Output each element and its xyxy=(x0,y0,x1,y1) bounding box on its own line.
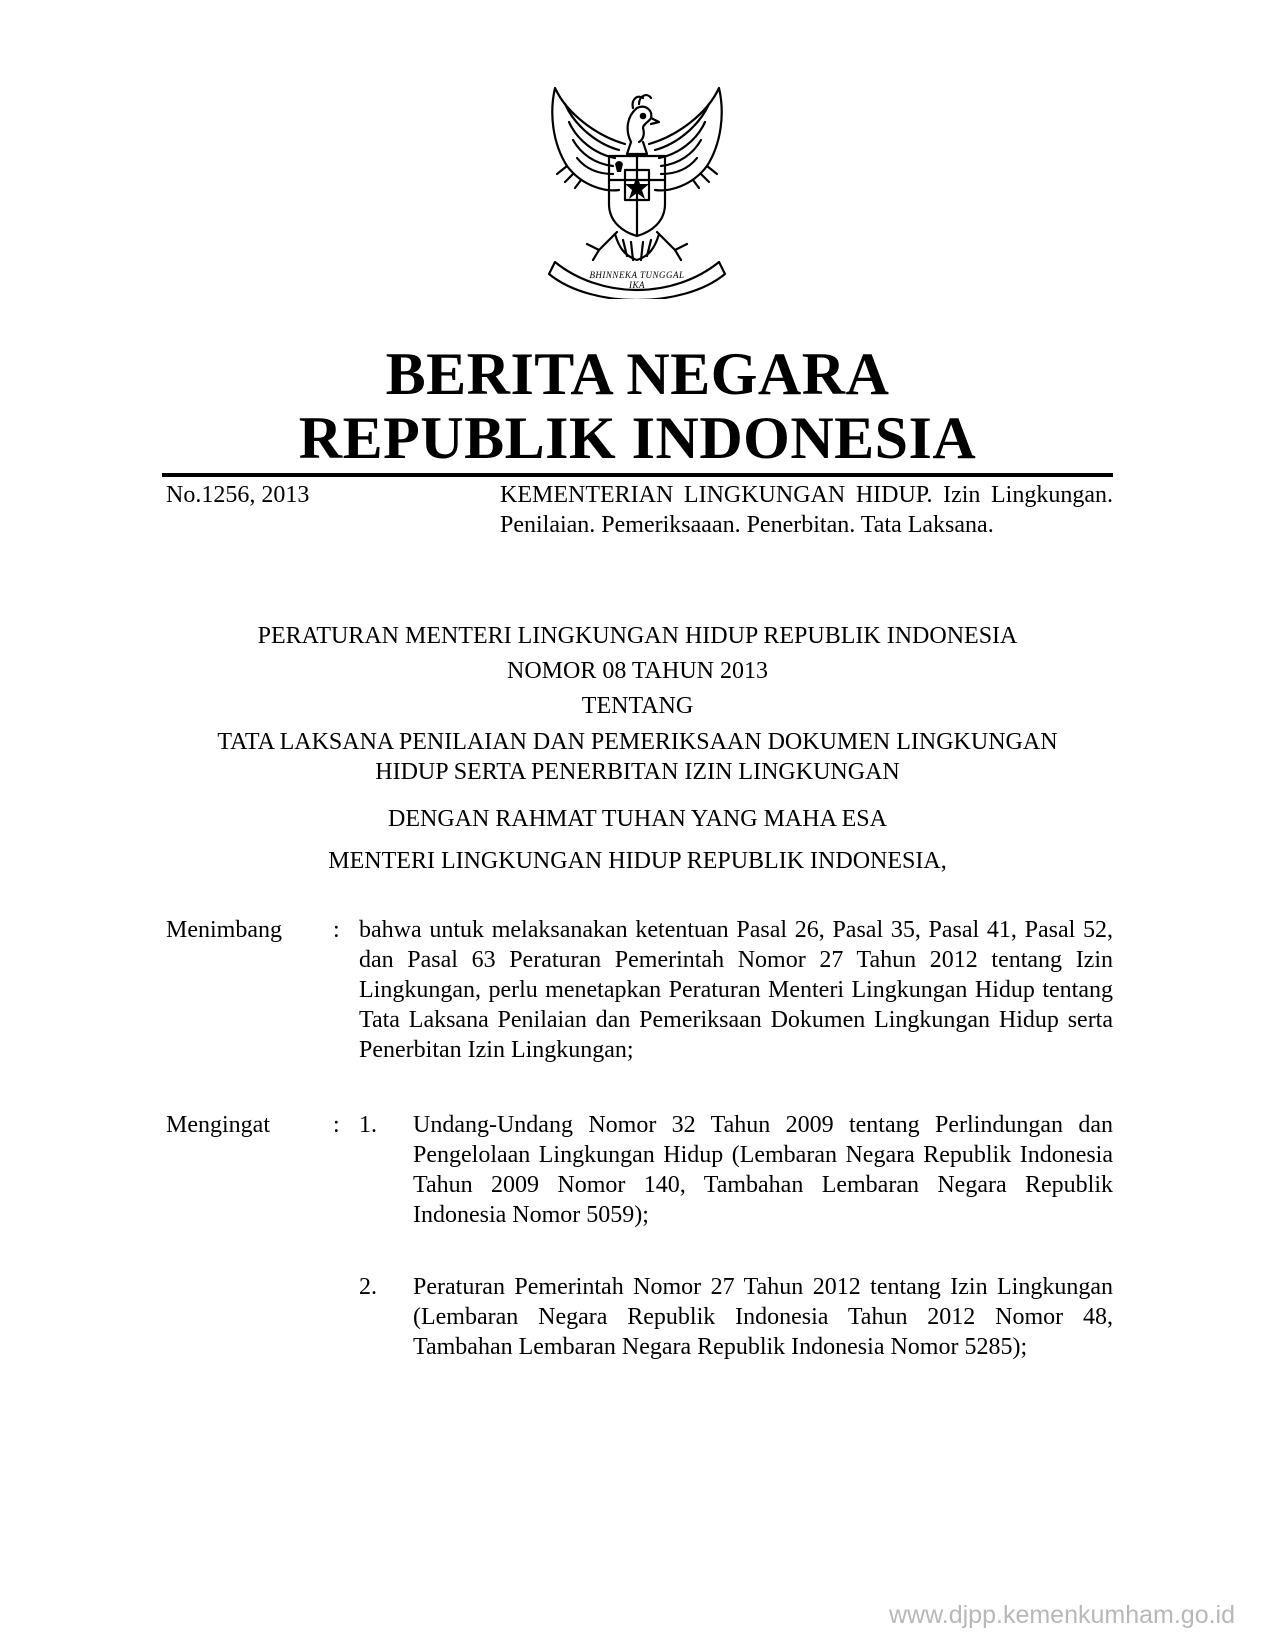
regulation-issuer: MENTERI LINGKUNGAN HIDUP REPUBLIK INDONESIA, xyxy=(328,848,947,874)
emblem-graphic xyxy=(527,84,747,299)
emblem-motto: BHINNEKA TUNGGAL IKA xyxy=(589,270,685,290)
regulation-number: NOMOR 08 TAHUN 2013 xyxy=(507,658,768,684)
mengingat-colon: : xyxy=(333,1112,340,1138)
mengingat-item-1-text: Undang-Undang Nomor 32 Tahun 2009 tentang Perlindungan dan Pengelolaan Lingkungan Hidup (Lembaran Negara Republik Indonesia Tahun 2009 Nomor 140, Tambahan Lembaran Negara Republik Indonesia Nomor 5059); xyxy=(413,1112,1113,1228)
footer-url: www.djpp.kemenkumham.go.id xyxy=(889,1601,1235,1629)
menimbang-text: bahwa untuk melaksanakan ketentuan Pasal 26, Pasal 35, Pasal 41, Pasal 52, dan Pasal 63 Peraturan Pemerintah Nomor 27 Tahun 2012 tentang Izin Lingkungan, perlu menetapkan Peraturan Menteri Lingkungan Hidup tentang Tata Laksana Penilaian dan Pemeriksaan Dokumen Lingkungan Hidup serta Penerbitan Izin Lingkungan; xyxy=(359,917,1113,1063)
publication-description: KEMENTERIAN LINGKUNGAN HIDUP. Izin Lingkungan. Penilaian. Pemeriksaaan. Penerbitan. Tata Laksana. xyxy=(500,482,1113,538)
masthead-line-2: REPUBLIK INDONESIA xyxy=(298,405,977,471)
mengingat-item-1-number: 1. xyxy=(359,1112,377,1138)
mengingat-item-2-text: Peraturan Pemerintah Nomor 27 Tahun 2012 tentang Izin Lingkungan (Lembaran Negara Republik Indonesia Tahun 2012 Nomor 48, Tambahan Lembaran Negara Republik Indonesia Nomor 5285); xyxy=(413,1274,1113,1360)
mengingat-label: Mengingat xyxy=(166,1112,270,1138)
mengingat-item-2-number: 2. xyxy=(359,1274,377,1300)
masthead-rule xyxy=(162,473,1113,477)
regulation-subject-line-1: TATA LAKSANA PENILAIAN DAN PEMERIKSAAN DOKUMEN LINGKUNGAN xyxy=(217,729,1058,755)
regulation-subject-line-2: HIDUP SERTA PENERBITAN IZIN LINGKUNGAN xyxy=(375,759,900,785)
garuda-pancasila-emblem xyxy=(527,84,747,299)
regulation-invocation: DENGAN RAHMAT TUHAN YANG MAHA ESA xyxy=(388,806,887,832)
masthead-line-1: BERITA NEGARA xyxy=(385,341,890,407)
regulation-title: PERATURAN MENTERI LINGKUNGAN HIDUP REPUBLIK INDONESIA xyxy=(257,623,1018,649)
publication-number: No.1256, 2013 xyxy=(166,482,310,508)
menimbang-colon: : xyxy=(333,917,340,943)
regulation-about: TENTANG xyxy=(581,693,694,719)
menimbang-label: Menimbang xyxy=(166,917,282,943)
